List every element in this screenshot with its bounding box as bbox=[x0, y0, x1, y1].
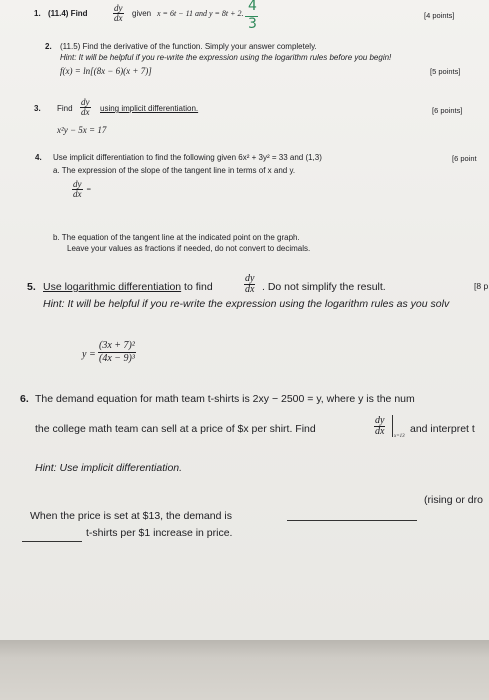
q3-find: Find bbox=[57, 104, 73, 113]
q1-points: [4 points] bbox=[424, 11, 455, 20]
q1-dydx: $\frac{dy}{dx}$ bbox=[114, 3, 123, 23]
q6-evaluation-bar bbox=[392, 415, 393, 437]
q5-number: 5. bbox=[27, 281, 36, 293]
q6-text2: the college math team can sell at a price of $x per shirt. Find bbox=[35, 423, 316, 435]
q4b-line2: Leave your values as fractions if needed, do not convert to decimals. bbox=[67, 244, 311, 253]
rate-answer-blank[interactable] bbox=[22, 541, 82, 542]
q6-number: 6. bbox=[20, 393, 29, 405]
q1-expression: x = 6t − 11 and y = 8t + 2. bbox=[157, 9, 244, 18]
q5-points: [8 p bbox=[474, 281, 489, 291]
q3-dydx: $\frac{dy}{dx}$ bbox=[81, 97, 90, 117]
q2-number: 2. bbox=[45, 42, 52, 51]
q4-text: Use implicit differentiation to find the following given 6x² + 3y² = 33 and (1,3) bbox=[53, 153, 322, 162]
q2-hint: Hint: It will be helpful if you re-write the expression using the logarithm rules before you begin! bbox=[60, 53, 392, 62]
q6-dydx: $\frac{dy}{dx}$ bbox=[375, 415, 385, 437]
q1-handwritten-numerator: 4 bbox=[248, 0, 257, 14]
q4-points: [6 point bbox=[452, 154, 477, 163]
q3-expression: x²y − 5x = 17 bbox=[57, 125, 107, 135]
fill-rising: (rising or dro bbox=[424, 494, 483, 506]
q4b-line1: b. The equation of the tangent line at the indicated point on the graph. bbox=[53, 233, 300, 242]
q2-points: [5 points] bbox=[430, 67, 461, 76]
q5-text2: . Do not simplify the result. bbox=[262, 281, 386, 293]
q6-subscript: x=13 bbox=[394, 434, 405, 439]
q1-handwritten-denominator: 3 bbox=[248, 16, 257, 32]
q1-number: 1. bbox=[34, 9, 41, 18]
q5-y-equals: y = bbox=[82, 349, 96, 360]
q2-text: (11.5) Find the derivative of the function. Simply your answer completely. bbox=[60, 42, 317, 51]
q4a-dydx: $\frac{dy}{dx}$ bbox=[73, 179, 82, 199]
q3-using: using implicit differentiation. bbox=[100, 104, 199, 113]
q2-expression: f(x) = ln[(8x − 6)(x + 7)] bbox=[60, 66, 152, 76]
q6-text3: and interpret t bbox=[410, 423, 475, 435]
q4-number: 4. bbox=[35, 153, 42, 162]
fill-line2: t-shirts per $1 increase in price. bbox=[86, 527, 233, 539]
q4a-equals: = bbox=[86, 185, 92, 194]
q1-given: given bbox=[132, 9, 152, 18]
q3-number: 3. bbox=[34, 104, 41, 113]
page-edge-shadow bbox=[0, 640, 489, 700]
demand-answer-blank[interactable] bbox=[287, 520, 417, 521]
q5-hint: Hint: It will be helpful if you re-write the expression using the logarithm rules as you solv bbox=[43, 298, 450, 310]
fill-line1: When the price is set at $13, the demand is bbox=[30, 510, 232, 522]
q6-text1: The demand equation for math team t-shirts is 2xy − 2500 = y, where y is the num bbox=[35, 393, 415, 405]
q6-hint: Hint: Use implicit differentiation. bbox=[35, 462, 183, 474]
q1-label: (11.4) Find bbox=[48, 9, 88, 18]
q5-text1: Use logarithmic differentiation to find bbox=[43, 281, 213, 293]
q4a-text: a. The expression of the slope of the tangent line in terms of x and y. bbox=[53, 166, 296, 175]
q5-dydx: $\frac{dy}{dx}$ bbox=[245, 273, 255, 295]
q3-points: [6 points] bbox=[432, 106, 463, 115]
q5-fraction: $\frac{\text{(3x + 7)²}}{\text{(4x − 9)³}}$ bbox=[99, 340, 135, 364]
